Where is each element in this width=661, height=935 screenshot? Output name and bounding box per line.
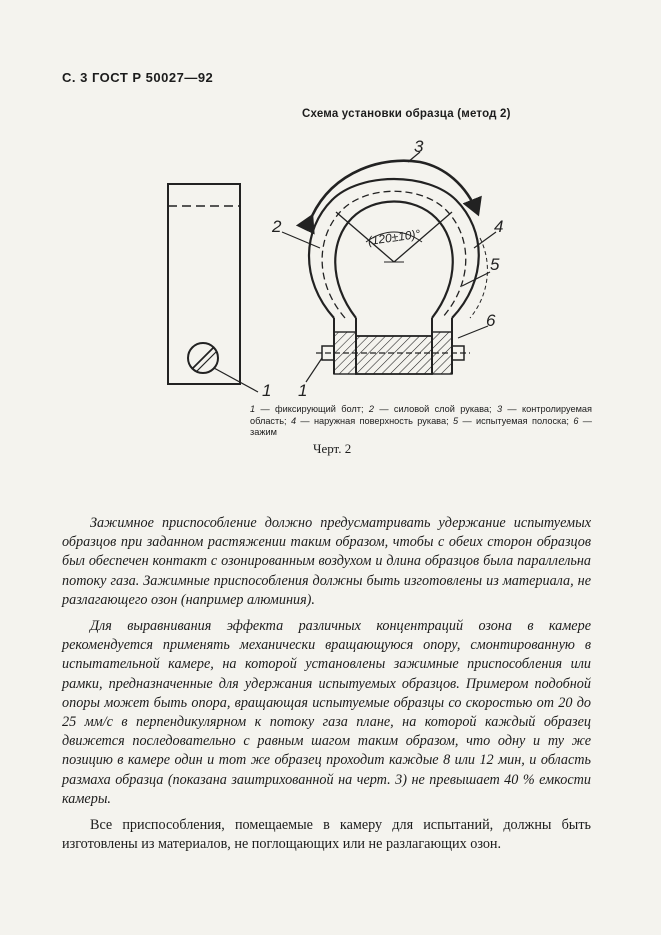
callout-2: 2 <box>272 217 282 236</box>
callout-3: 3 <box>414 137 424 156</box>
body-text <box>62 514 591 861</box>
page-header: С. 3 ГОСТ Р 50027—92 <box>62 70 214 85</box>
callout-4: 4 <box>494 217 504 236</box>
paragraph-clamp: Зажимное приспособление должно предусматривать удержание испытуемых образцов при заданном растяжении таким образом, чтобы с обеих сторон образцов был обеспечен контакт с озонированным воздухом и длина образцов была параллельна потоку газа. Зажимные приспособления должны быть изготовлены из материала, не разлагающего озон (например алюминия). <box>62 515 591 608</box>
legend-item-5: 5 — испытуемая полоска; <box>452 415 574 426</box>
angle-label: (120±10)° <box>366 226 422 249</box>
legend-item-6: 6 — зажим <box>250 415 592 437</box>
scheme-title: Схема установки образца (метод 2) <box>302 108 511 120</box>
legend-item-1: 1 — фиксирующий болт; <box>250 404 369 414</box>
callout-1-clamp: 1 <box>298 381 308 400</box>
loop-view <box>282 152 496 382</box>
callout-1-bolt: 1 <box>262 381 272 400</box>
legend-item-3: 3 — контролируемая область; <box>250 404 593 426</box>
callout-6: 6 <box>486 311 496 330</box>
side-view <box>168 184 258 392</box>
figure-legend <box>250 404 592 439</box>
paragraph-rotation: Для выравнивания эффекта различных концентраций озона в камере рекомендуется применять механически вращающуюся опору, смонтированную в испытательной камере, на которой установлены зажимные приспособления или рамки, предназначенные для удержания испытуемых образцов. Примером подобной опоры может быть опора, вращающая испытуемые образцы со скоростью от 20 до 25 мм/с в перпендикулярном к потоку газа плане, на которой каждый образец движется последовательно с равным шагом таким образом, что одну и ту же позицию в камере один и тот же образец проходит каждые 8 или 12 мин, и область размаха образца (показана заштрихованной на черт. 3) не превышает 40 % емкости камеры. <box>62 618 591 807</box>
paragraph-materials: Все приспособления, помещаемые в камеру для испытаний, должны быть изготовлены из материалов, не поглощающих или не разлагающих озон. <box>62 817 591 853</box>
legend-item-4: 4 — наружная поверхность рукава; <box>290 415 453 426</box>
legend-item-2: 2 — силовой слой рукава; <box>368 404 497 414</box>
figure-caption: Черт. 2 <box>313 441 352 456</box>
callout-5: 5 <box>490 255 500 274</box>
